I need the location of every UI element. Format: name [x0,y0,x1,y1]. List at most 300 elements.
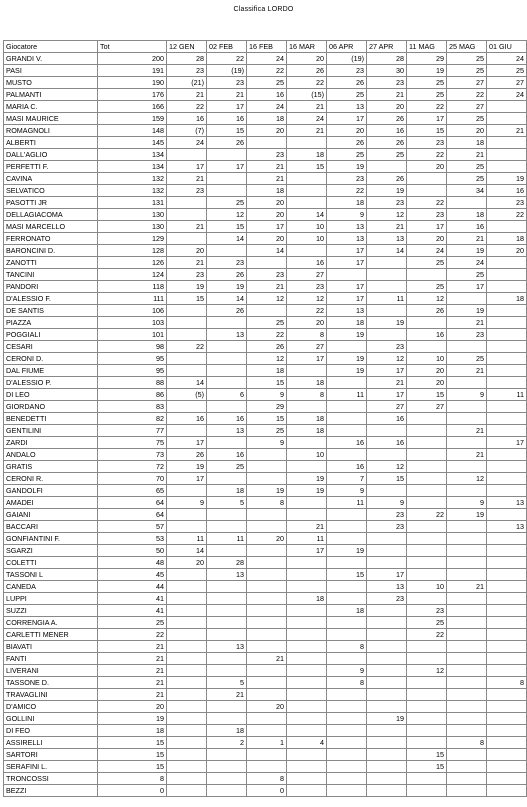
score-cell [327,773,367,785]
score-cell [247,725,287,737]
table-header [4,41,527,53]
score-cell [167,485,207,497]
score-cell [407,437,447,449]
score-cell [287,701,327,713]
player-name-cell: CARLETTI MENER [4,629,98,641]
player-name-cell: D'ALESSIO P. [4,377,98,389]
score-cell [367,641,407,653]
player-name-cell: GIORDANO [4,401,98,413]
score-cell: 26 [247,341,287,353]
table-row [4,581,527,593]
score-cell: 14 [167,545,207,557]
total-cell: 21 [98,689,167,701]
score-cell [287,461,327,473]
score-cell: 12 [447,473,487,485]
score-cell [327,449,367,461]
total-cell: 64 [98,509,167,521]
score-cell: 9 [447,497,487,509]
score-cell: 17 [327,257,367,269]
total-cell: 131 [98,197,167,209]
score-cell [367,449,407,461]
score-cell: 23 [247,269,287,281]
score-cell: 21 [447,365,487,377]
score-cell [207,473,247,485]
score-cell: 9 [327,485,367,497]
score-cell [247,593,287,605]
total-cell: 41 [98,593,167,605]
score-cell: 22 [447,89,487,101]
score-cell: 23 [367,77,407,89]
score-cell: 16 [327,461,367,473]
score-cell: 21 [247,281,287,293]
score-cell: 19 [407,65,447,77]
total-cell: 25 [98,617,167,629]
score-cell [207,185,247,197]
table-row [4,77,527,89]
score-cell: 8 [447,737,487,749]
score-cell [247,305,287,317]
score-cell [167,593,207,605]
score-cell [247,545,287,557]
score-cell: 23 [407,137,447,149]
score-cell: 28 [167,53,207,65]
score-cell [447,761,487,773]
total-cell: 130 [98,221,167,233]
score-cell: 18 [287,425,327,437]
score-cell: 17 [207,101,247,113]
score-cell: 16 [367,413,407,425]
score-cell [487,113,527,125]
score-cell [207,545,247,557]
score-cell [447,617,487,629]
score-cell [207,629,247,641]
score-cell [447,665,487,677]
score-cell [487,281,527,293]
score-cell [327,617,367,629]
score-cell [287,677,327,689]
score-cell [447,689,487,701]
score-cell: 17 [407,113,447,125]
table-row [4,497,527,509]
score-cell [167,353,207,365]
score-cell [407,545,447,557]
score-cell: 13 [207,425,247,437]
total-cell: 44 [98,581,167,593]
score-cell [407,773,447,785]
score-cell [247,665,287,677]
header-event: 02 FEB [207,41,247,53]
score-cell [447,773,487,785]
table-row [4,197,527,209]
score-cell: 20 [247,125,287,137]
score-cell [407,725,447,737]
score-cell [287,509,327,521]
table-row [4,653,527,665]
score-cell: 17 [167,161,207,173]
player-name-cell: SUZZI [4,605,98,617]
score-cell [167,317,207,329]
score-cell: 8 [287,389,327,401]
total-cell: 8 [98,773,167,785]
player-name-cell: CAVINA [4,173,98,185]
total-cell: 83 [98,401,167,413]
score-cell: 10 [287,221,327,233]
score-cell: 17 [407,221,447,233]
score-cell [487,641,527,653]
table-row [4,377,527,389]
score-cell [207,437,247,449]
score-cell: 16 [487,185,527,197]
score-cell [407,737,447,749]
table-row [4,509,527,521]
score-cell: 17 [367,365,407,377]
total-cell: 15 [98,761,167,773]
score-cell: 20 [167,245,207,257]
score-cell [487,725,527,737]
table-row [4,101,527,113]
score-cell: 21 [487,125,527,137]
score-cell [487,593,527,605]
score-cell [367,281,407,293]
player-name-cell: FANTI [4,653,98,665]
score-cell [207,581,247,593]
score-cell: 24 [447,257,487,269]
score-cell [367,257,407,269]
player-name-cell: SARTORI [4,749,98,761]
score-cell [247,761,287,773]
score-cell [327,521,367,533]
score-cell [287,497,327,509]
score-cell [207,173,247,185]
score-cell [207,773,247,785]
score-cell [207,749,247,761]
score-cell [447,293,487,305]
score-cell: 25 [247,77,287,89]
score-cell [367,773,407,785]
score-cell [407,533,447,545]
score-cell: 9 [447,389,487,401]
score-cell [167,785,207,797]
score-cell: 24 [287,113,327,125]
score-cell: 23 [327,173,367,185]
score-cell: 9 [247,389,287,401]
score-cell: 19 [167,461,207,473]
player-name-cell: TANCINI [4,269,98,281]
score-cell [487,137,527,149]
score-cell [487,473,527,485]
header-event: 16 MAR [287,41,327,53]
score-cell [207,245,247,257]
score-cell: 22 [167,341,207,353]
score-cell: 22 [327,185,367,197]
score-cell: 21 [207,89,247,101]
score-cell: (5) [167,389,207,401]
player-name-cell: PIAZZA [4,317,98,329]
score-cell [367,701,407,713]
score-cell [367,749,407,761]
score-cell: 15 [367,473,407,485]
score-cell [447,641,487,653]
score-cell [487,761,527,773]
score-cell: 18 [247,185,287,197]
table-row [4,389,527,401]
player-name-cell: FERRONATO [4,233,98,245]
score-cell [207,377,247,389]
score-cell: 24 [487,53,527,65]
score-cell: 16 [327,437,367,449]
player-name-cell: DELLAGIACOMA [4,209,98,221]
score-cell [487,629,527,641]
score-cell: 8 [327,677,367,689]
score-cell [407,677,447,689]
total-cell: 18 [98,725,167,737]
score-cell [447,677,487,689]
score-cell: 13 [327,221,367,233]
score-cell: 20 [247,233,287,245]
score-cell [407,593,447,605]
score-cell: 15 [167,293,207,305]
score-cell [207,401,247,413]
table-row [4,185,527,197]
score-cell [447,605,487,617]
table-row [4,617,527,629]
score-cell: 25 [447,65,487,77]
score-cell: 25 [447,269,487,281]
score-cell: 21 [447,449,487,461]
score-cell: 27 [287,269,327,281]
score-cell: 21 [367,221,407,233]
score-cell: 17 [167,473,207,485]
score-cell [207,653,247,665]
player-name-cell: DALL'AGLIO [4,149,98,161]
header-total: Tot [98,41,167,53]
score-cell: 11 [367,293,407,305]
total-cell: 166 [98,101,167,113]
score-cell: 21 [367,89,407,101]
score-cell: 19 [327,353,367,365]
score-cell [287,569,327,581]
total-cell: 21 [98,677,167,689]
score-cell: 20 [407,377,447,389]
score-cell: 13 [367,581,407,593]
header-player: Giocatore [4,41,98,53]
score-cell [287,437,327,449]
score-cell: 21 [367,377,407,389]
score-cell [287,773,327,785]
score-cell: 26 [207,137,247,149]
score-cell: 26 [367,137,407,149]
score-cell: 19 [327,329,367,341]
score-cell: 15 [247,413,287,425]
total-cell: 45 [98,569,167,581]
score-cell: 25 [407,617,447,629]
score-cell [327,653,367,665]
score-cell [367,605,407,617]
table-row [4,53,527,65]
score-cell [247,749,287,761]
score-cell: 12 [367,353,407,365]
score-cell: 12 [247,353,287,365]
score-cell: 19 [447,509,487,521]
total-cell: 159 [98,113,167,125]
score-cell: 23 [367,593,407,605]
score-cell: 21 [287,101,327,113]
player-name-cell: TRONCOSSI [4,773,98,785]
total-cell: 101 [98,329,167,341]
score-cell: 0 [247,785,287,797]
score-cell: 22 [407,149,447,161]
score-cell [247,137,287,149]
table-row [4,545,527,557]
score-cell: 23 [167,65,207,77]
score-cell: 11 [287,533,327,545]
player-name-cell: ZANOTTI [4,257,98,269]
score-cell [327,509,367,521]
page-title: Classifica LORDO [233,6,294,13]
table-row [4,281,527,293]
score-cell [407,341,447,353]
score-cell [407,521,447,533]
table-row [4,209,527,221]
score-cell [367,617,407,629]
score-cell [167,233,207,245]
score-cell [207,149,247,161]
score-cell: 14 [367,245,407,257]
table-row [4,641,527,653]
score-cell: 25 [327,89,367,101]
player-name-cell: DI FEO [4,725,98,737]
score-cell: 27 [447,101,487,113]
score-cell: 18 [487,293,527,305]
player-name-cell: ASSIRELLI [4,737,98,749]
score-cell [327,425,367,437]
score-cell: 26 [407,305,447,317]
score-cell [367,629,407,641]
score-cell: 20 [407,365,447,377]
score-cell: 23 [367,521,407,533]
table-row [4,317,527,329]
header-event: 11 MAG [407,41,447,53]
score-cell: 19 [247,485,287,497]
score-cell: 10 [407,353,447,365]
player-name-cell: GENTILINI [4,425,98,437]
score-cell [247,641,287,653]
score-cell: 20 [247,533,287,545]
score-cell [287,785,327,797]
table-row [4,665,527,677]
score-cell [167,401,207,413]
player-name-cell: GOLLINI [4,713,98,725]
score-cell: 4 [287,737,327,749]
table-row [4,533,527,545]
score-cell: 27 [287,341,327,353]
total-cell: 129 [98,233,167,245]
score-cell [167,737,207,749]
table-row [4,305,527,317]
score-cell [287,365,327,377]
score-cell: 12 [287,293,327,305]
score-cell: 20 [407,161,447,173]
table-row [4,161,527,173]
score-cell [367,737,407,749]
score-cell: 14 [287,209,327,221]
score-cell: 25 [447,353,487,365]
score-cell: 21 [287,125,327,137]
score-cell [327,629,367,641]
score-cell: 19 [367,713,407,725]
score-cell: 11 [487,389,527,401]
score-cell: 15 [247,377,287,389]
total-cell: 15 [98,749,167,761]
total-cell: 126 [98,257,167,269]
table-row [4,473,527,485]
score-cell [447,545,487,557]
score-cell [447,401,487,413]
score-cell: 19 [327,365,367,377]
score-cell: 12 [207,209,247,221]
score-cell [207,509,247,521]
score-cell: 10 [407,581,447,593]
score-cell [367,425,407,437]
player-name-cell: CORRENGIA A. [4,617,98,629]
score-cell: 25 [447,113,487,125]
score-cell [167,605,207,617]
score-cell [447,569,487,581]
total-cell: 134 [98,161,167,173]
score-cell: 24 [487,89,527,101]
total-cell: 103 [98,317,167,329]
score-cell [287,665,327,677]
score-cell [247,461,287,473]
total-cell: 134 [98,149,167,161]
score-cell: 25 [407,77,447,89]
table-row [4,737,527,749]
score-cell [247,509,287,521]
score-cell [367,725,407,737]
table-row [4,725,527,737]
score-cell [487,569,527,581]
score-cell [287,629,327,641]
score-cell [287,617,327,629]
table-row [4,341,527,353]
score-cell: 17 [327,293,367,305]
player-name-cell: GONFIANTINI F. [4,533,98,545]
score-cell: 13 [367,233,407,245]
score-cell: 25 [447,53,487,65]
score-cell [167,581,207,593]
score-cell [167,365,207,377]
score-cell [327,785,367,797]
score-cell [447,197,487,209]
score-cell: 14 [167,377,207,389]
score-cell [367,485,407,497]
score-cell: 18 [287,413,327,425]
score-cell [247,449,287,461]
total-cell: 65 [98,485,167,497]
score-cell: 12 [367,461,407,473]
score-cell: (21) [167,77,207,89]
score-cell [487,653,527,665]
score-cell: 18 [247,113,287,125]
score-cell [447,557,487,569]
score-cell: 8 [247,773,287,785]
score-cell: 18 [207,725,247,737]
player-name-cell: PALMANTI [4,89,98,101]
table-row [4,89,527,101]
score-cell: 18 [447,137,487,149]
score-cell: 29 [407,53,447,65]
score-cell: 21 [287,521,327,533]
